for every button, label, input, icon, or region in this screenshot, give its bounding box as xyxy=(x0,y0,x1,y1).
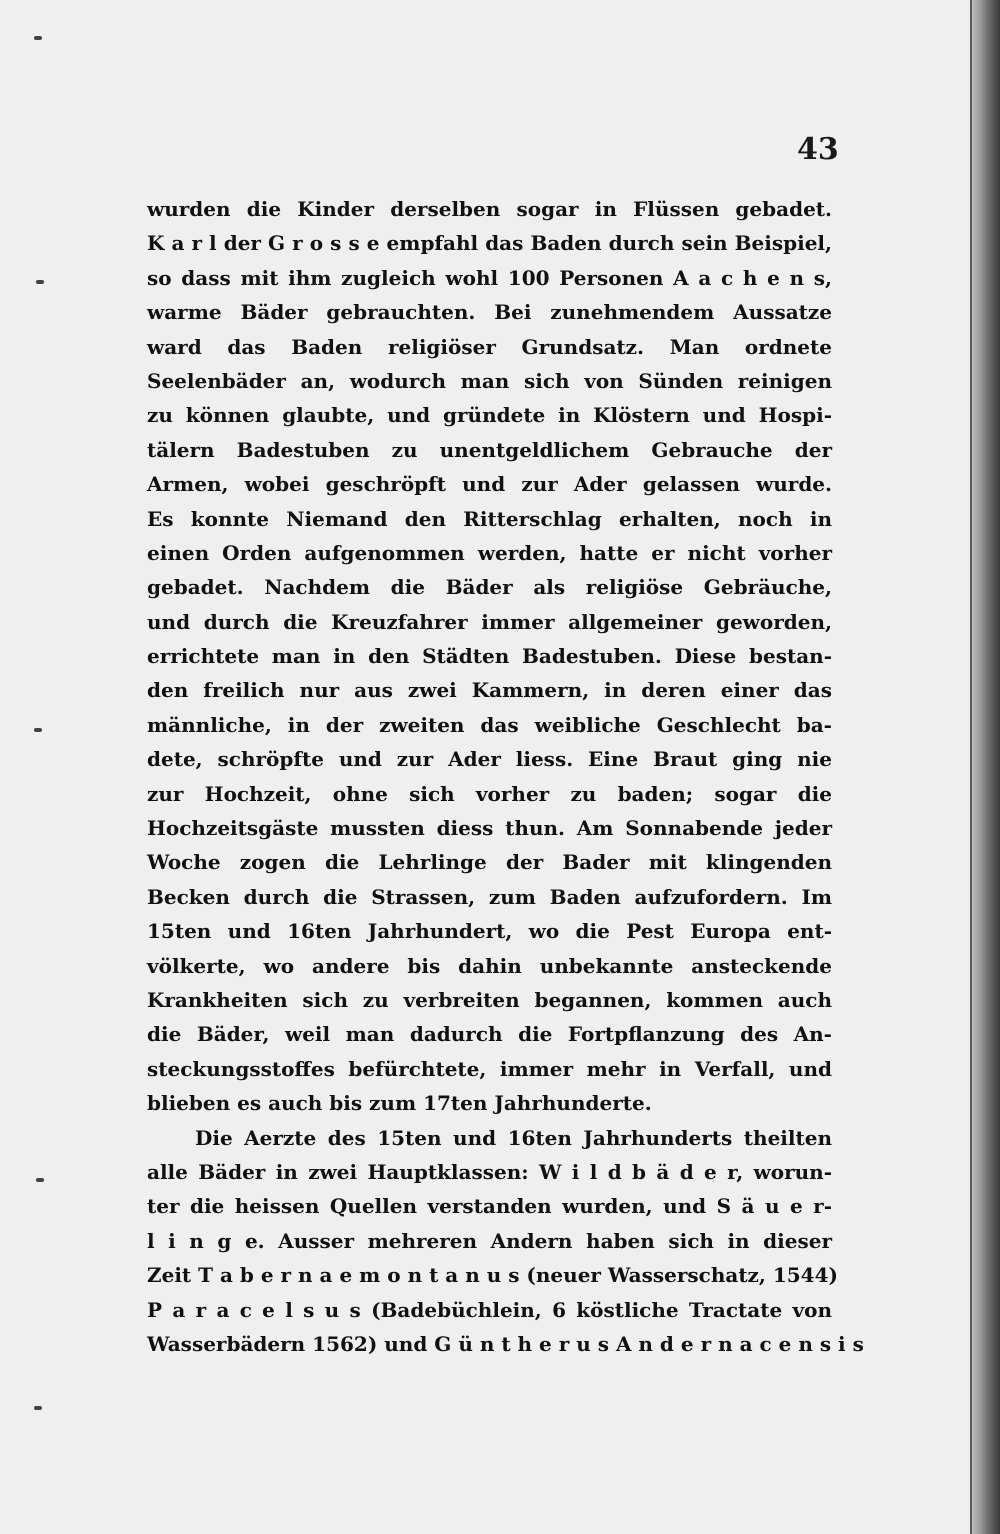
margin-mark xyxy=(34,36,42,40)
text-line: Woche zogen die Lehrlinge der Bader mit klingenden xyxy=(147,850,832,875)
text-line: Es konnte Niemand den Ritterschlag erhalten, noch in xyxy=(147,506,832,531)
margin-mark xyxy=(36,280,44,284)
text-line: blieben es auch bis zum 17ten Jahrhunderte. xyxy=(147,1091,652,1116)
text-line: tälern Badestuben zu unentgeldlichem Gebrauche der xyxy=(147,437,832,462)
text-line: ter die heissen Quellen verstanden wurden, und S ä u e r- xyxy=(147,1194,832,1219)
text-line: errichtete man in den Städten Badestuben. Diese bestan- xyxy=(147,644,832,669)
margin-mark xyxy=(36,1178,44,1182)
text-line: Hochzeitsgäste mussten diess thun. Am Sonnabende jeder xyxy=(147,816,832,841)
text-line: so dass mit ihm zugleich wohl 100 Personen A a c h e n s, xyxy=(147,265,832,290)
text-line: Seelenbäder an, wodurch man sich von Sünden reinigen xyxy=(147,368,832,393)
text-line: steckungsstoffes befürchtete, immer mehr in Verfall, und xyxy=(147,1056,832,1081)
text-line: und durch die Kreuzfahrer immer allgemeiner geworden, xyxy=(147,609,832,634)
margin-mark xyxy=(34,1406,42,1410)
text-line: die Bäder, weil man dadurch die Fortpflanzung des An- xyxy=(147,1022,832,1047)
text-line: warme Bäder gebrauchten. Bei zunehmendem Aussatze xyxy=(147,300,832,325)
text-line: zu können glaubte, und gründete in Klöstern und Hospi- xyxy=(147,403,832,428)
text-line: zur Hochzeit, ohne sich vorher zu baden; sogar die xyxy=(147,781,832,806)
page-number: 43 xyxy=(797,132,839,167)
text-line: Becken durch die Strassen, zum Baden aufzufordern. Im xyxy=(147,884,832,909)
text-line: den freilich nur aus zwei Kammern, in deren einer das xyxy=(147,678,832,703)
text-line: P a r a c e l s u s (Badebüchlein, 6 köstliche Tractate von xyxy=(147,1297,832,1322)
text-line: K a r l der G r o s s e empfahl das Baden durch sein Beispiel, xyxy=(147,231,832,256)
page-edge-shadow xyxy=(972,0,1000,1534)
text-line: Wasserbädern 1562) und G ü n t h e r u s A n d e r n a c e n s i s xyxy=(147,1331,864,1356)
text-line: alle Bäder in zwei Hauptklassen: W i l d b ä d e r, worun- xyxy=(147,1159,832,1184)
text-line: männliche, in der zweiten das weibliche Geschlecht ba- xyxy=(147,712,832,737)
text-line: Die Aerzte des 15ten und 16ten Jahrhunderts theilten xyxy=(195,1125,832,1150)
text-line: einen Orden aufgenommen werden, hatte er nicht vorher xyxy=(147,540,832,565)
text-line: dete, schröpfte und zur Ader liess. Eine Braut ging nie xyxy=(147,747,832,772)
text-line: gebadet. Nachdem die Bäder als religiöse Gebräuche, xyxy=(147,575,832,600)
body-text xyxy=(147,192,864,1361)
text-line: 15ten und 16ten Jahrhundert, wo die Pest Europa ent- xyxy=(147,919,832,944)
text-line: Zeit T a b e r n a e m o n t a n u s (neuer Wasserschatz, 1544) xyxy=(147,1263,838,1288)
text-line: wurden die Kinder derselben sogar in Flüssen gebadet. xyxy=(147,197,832,221)
text-line: ward das Baden religiöser Grundsatz. Man ordnete xyxy=(147,334,832,359)
text-line: Armen, wobei geschröpft und zur Ader gelassen wurde. xyxy=(147,472,832,497)
margin-mark xyxy=(34,728,42,732)
text-line: Krankheiten sich zu verbreiten begannen, kommen auch xyxy=(147,987,832,1012)
text-line: völkerte, wo andere bis dahin unbekannte ansteckende xyxy=(147,953,832,978)
text-line: l i n g e. Ausser mehreren Andern haben sich in dieser xyxy=(147,1228,832,1253)
